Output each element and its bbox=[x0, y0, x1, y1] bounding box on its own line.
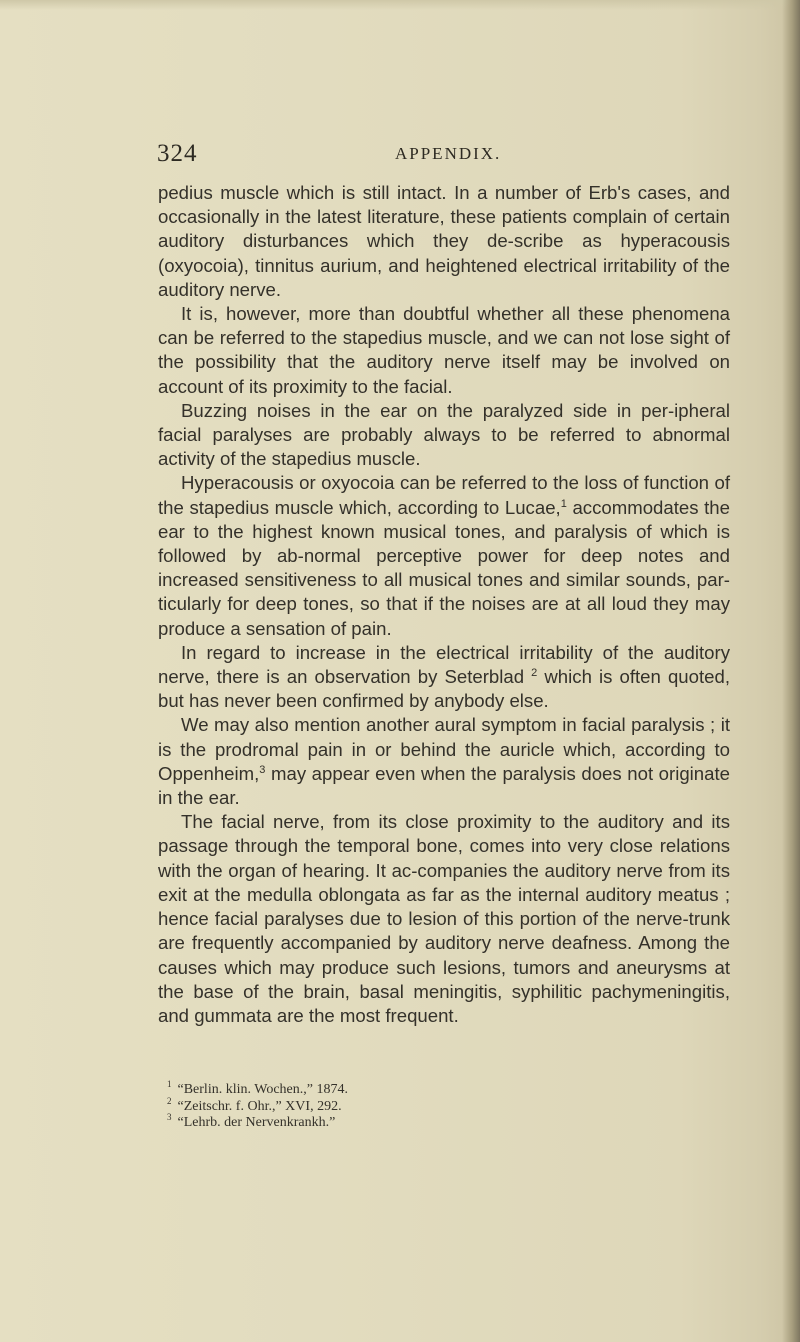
footnote-marker: 3 bbox=[259, 763, 266, 776]
paragraph bbox=[158, 641, 730, 714]
footnote bbox=[167, 1079, 687, 1099]
paragraph-text: We may also mention another aural symptom in facial paralysis ; it is the prodromal pain in or behind the auricle which, according to Oppenheim, bbox=[158, 714, 730, 784]
footnote bbox=[167, 1095, 687, 1116]
footnote-text: “Zeitschr. f. Ohr.,” XVI, 292. bbox=[177, 1098, 342, 1114]
paragraph-text: accommodates the ear to the highest known musical tones, and paralysis of which is followed by ab-normal perceptive power for deep notes and increased sensitiveness to all musical tones and similar sounds, par-ticularly for deep tones, so that if the noises are at all loud they may produce a sensation of pain. bbox=[158, 496, 730, 639]
page-number: 324 bbox=[157, 140, 198, 167]
footnote-marker: 2 bbox=[531, 666, 538, 679]
body-text bbox=[158, 181, 730, 1028]
paragraph: The facial nerve, from its close proximity to the auditory and its passage through the temporal bone, comes into very close relations with the organ of hearing. It ac-companies the auditory nerve from its exit at the medulla oblongata as far as the internal auditory meatus ; hence facial paralyses due to lesion of this portion of the nerve-trunk are frequently accompanied by auditory nerve deafness. Among the causes which may produce such lesions, tumors and aneurysms at the base of the brain, basal meningitis, syphilitic pachymeningitis, and gummata are the most frequent. bbox=[158, 811, 730, 1026]
footnotes bbox=[167, 1079, 687, 1132]
footnote-number: 2 bbox=[167, 1095, 172, 1106]
paragraph-text: In regard to increase in the electrical irritability of the auditory nerve, there is an observation by Seterblad bbox=[158, 641, 730, 688]
paragraph-text: which is often quoted, but has never been confirmed by anybody else. bbox=[158, 666, 730, 712]
paragraph: Buzzing noises in the ear on the paralyzed side in per-ipheral facial paralyses are probably always to be referred to abnormal activity of the stapedius muscle. bbox=[158, 399, 730, 470]
footnote-number: 1 bbox=[167, 1079, 172, 1090]
running-head: APPENDIX. bbox=[395, 144, 502, 163]
page-top-shadow bbox=[0, 0, 800, 10]
paragraph bbox=[158, 471, 730, 640]
footnote-marker: 1 bbox=[560, 497, 567, 510]
page-header bbox=[0, 140, 800, 168]
paragraph bbox=[158, 713, 730, 810]
footnote-text: “Berlin. klin. Wochen.,” 1874. bbox=[177, 1082, 348, 1097]
footnote bbox=[167, 1112, 687, 1132]
paragraph: pedius muscle which is still intact. In a number of Erb's cases, and occasionally in the latest literature, these patients complain of certain auditory disturbances which they de-scribe as hyperacousis (oxyocoia), tinnitus aurium, and heightened electrical irritability of the auditory nerve. bbox=[158, 182, 730, 300]
footnote-text: “Lehrb. der Nervenkrankh.” bbox=[177, 1115, 336, 1130]
page-binding-edge bbox=[782, 0, 800, 1342]
paragraph: It is, however, more than doubtful whether all these phenomena can be referred to the stapedius muscle, and we can not lose sight of the possibility that the auditory nerve itself may be involved on account of its proximity to the facial. bbox=[158, 303, 730, 397]
footnote-number: 3 bbox=[167, 1112, 172, 1123]
paragraph-text: Hyperacousis or oxyocoia can be referred to the loss of function of the stapedius muscle which, according to Lucae, bbox=[158, 472, 730, 518]
paragraph-text: may appear even when the paralysis does not originate in the ear. bbox=[158, 762, 730, 809]
